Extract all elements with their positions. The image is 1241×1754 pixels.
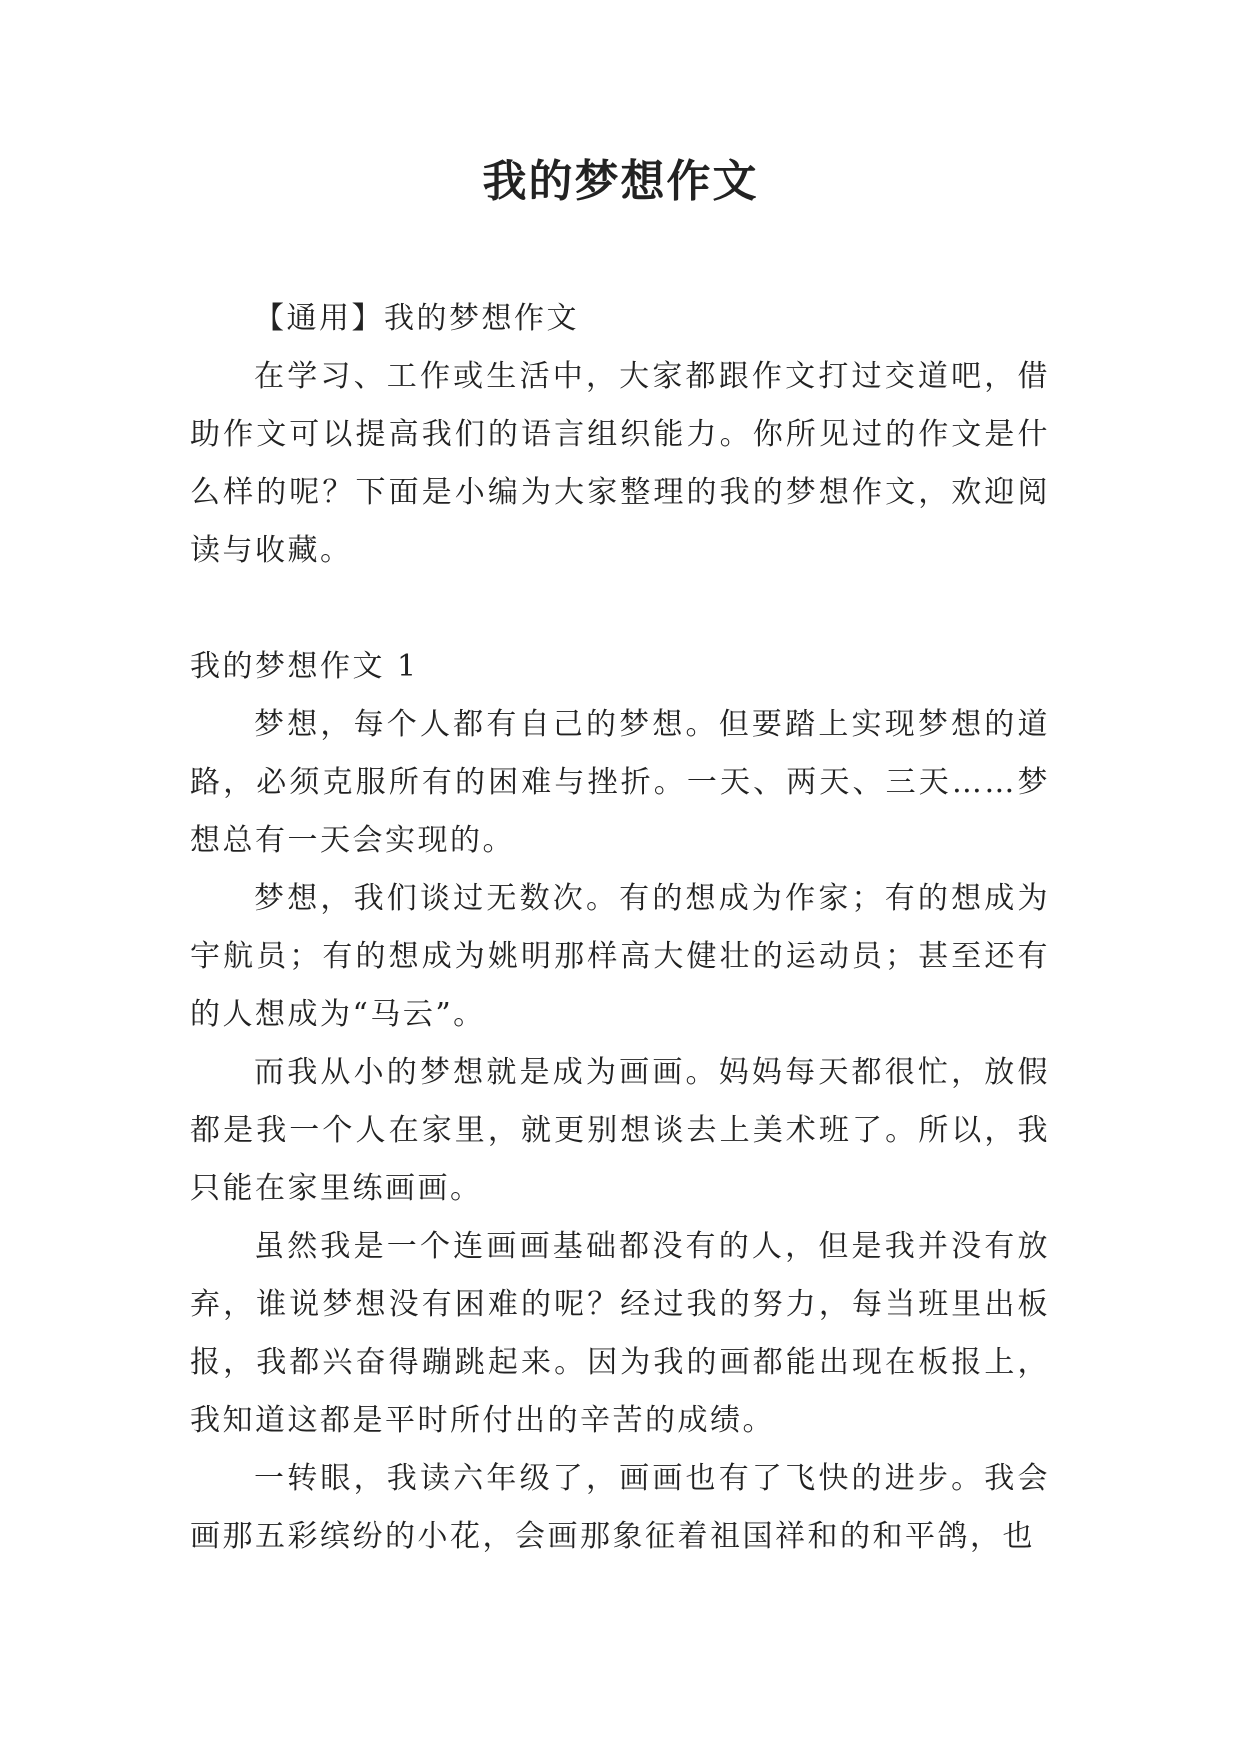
document-title: 我的梦想作文	[482, 156, 759, 207]
body-paragraph: 梦想，每个人都有自己的梦想。但要踏上实现梦想的道路，必须克服所有的困难与挫折。一天、两天、三天……梦想总有一天会实现的。	[190, 707, 1050, 858]
body-paragraph: 而我从小的梦想就是成为画画。妈妈每天都很忙，放假都是我一个人在家里，就更别想谈去上美术班了。所以，我只能在家里练画画。	[190, 1055, 1050, 1206]
body-paragraph: 一转眼，我读六年级了，画画也有了飞快的进步。我会画那五彩缤纷的小花，会画那象征着祖国祥和的和平鸽，也	[190, 1461, 1050, 1554]
document-subtitle: 【通用】我的梦想作文	[254, 301, 579, 336]
body-paragraph: 虽然我是一个连画画基础都没有的人，但是我并没有放弃，谁说梦想没有困难的呢？经过我的努力，每当班里出板报，我都兴奋得蹦跳起来。因为我的画都能出现在板报上，我知道这都是平时所付出的辛苦的成绩。	[190, 1229, 1050, 1438]
body-paragraph: 梦想，我们谈过无数次。有的想成为作家；有的想成为宇航员；有的想成为姚明那样高大健壮的运动员；甚至还有的人想成为“马云”。	[190, 881, 1050, 1032]
section-heading: 我的梦想作文 1	[190, 649, 419, 684]
intro-paragraph: 在学习、工作或生活中，大家都跟作文打过交道吧，借助作文可以提高我们的语言组织能力。你所见过的作文是什么样的呢？下面是小编为大家整理的我的梦想作文，欢迎阅读与收藏。	[190, 359, 1050, 568]
document-body	[190, 290, 1050, 1566]
